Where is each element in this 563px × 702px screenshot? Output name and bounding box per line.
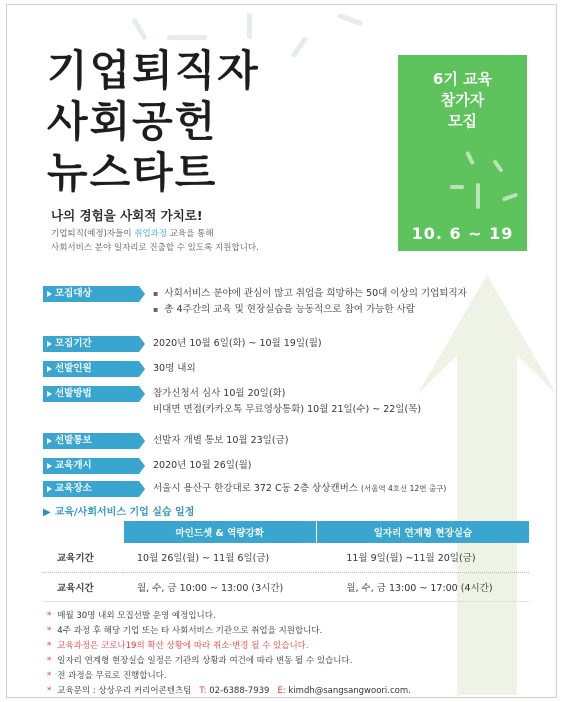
background-arrow-decoration (417, 235, 557, 695)
info-value: 2020년 10월 6일(화) ~ 10월 19일(월) (153, 338, 322, 349)
note-item: * 전 과정을 무료로 진행합니다. (47, 669, 411, 684)
title-line: 기업퇴직자 (47, 46, 260, 95)
contact-line (47, 684, 411, 698)
info-value: 선발자 개별 통보 10월 23일(금) (153, 435, 289, 446)
schedule-cell: 10월 26일(월) ~ 11월 6일(금) (123, 543, 316, 572)
info-label: 교육개시 (43, 458, 139, 474)
schedule-header-blank (43, 521, 123, 543)
intro-line: 사회서비스 분야 일자리로 진출할 수 있도록 지원합니다. (51, 243, 259, 253)
schedule-title (43, 503, 194, 518)
info-label: 선발통보 (43, 433, 139, 449)
recruitment-poster (6, 4, 557, 698)
badge-ray-decoration (450, 185, 464, 189)
background-ray (247, 13, 252, 39)
schedule-cell: 월, 수, 금 10:00 ~ 13:00 (3시간) (123, 572, 316, 601)
info-label: 교육장소 (43, 481, 139, 497)
info-value: ▪ 총 4주간의 교육 및 현장실습을 능동적으로 참여 가능한 사람 (153, 302, 415, 318)
email-label: E: (277, 686, 286, 696)
badge-ray-decoration (492, 159, 503, 173)
schedule-row-label: 교육시간 (43, 572, 123, 601)
badge-line: 모집 (448, 112, 477, 130)
note-item-warning: * 교육과정은 코로나19의 확산 상황에 따라 취소·변경 될 수 있습니다. (47, 639, 411, 654)
info-label: 선발인원 (43, 361, 139, 377)
badge-line: 6기 교육 (432, 70, 493, 88)
info-label: 모집기간 (43, 336, 139, 352)
schedule-header-col1: 마인드셋 & 역량강화 (123, 521, 316, 543)
contact-tel: 02-6388-7939 (209, 686, 270, 696)
location-address: 서울시 용산구 한강대로 372 C동 2층 상상캔버스 (153, 483, 358, 494)
intro-highlight: 취업과정 (134, 229, 168, 239)
contact-label: 교육문의 : 상상우리 커리어콘텐츠팀 (57, 686, 192, 696)
info-value: 참가신청서 심사 10월 20일(화) (153, 388, 286, 399)
title-line: 뉴스타트 (47, 148, 218, 197)
intro-text (51, 227, 259, 255)
schedule-cell: 월, 수, 금 13:00 ~ 17:00 (4시간) (316, 572, 529, 601)
info-value: 30명 내외 (153, 363, 196, 374)
badge-ray-decoration (502, 192, 518, 201)
schedule-row-label: 교육기간 (43, 543, 123, 572)
table-row (43, 543, 529, 572)
badge-line: 참가자 (440, 91, 485, 109)
schedule-table (43, 521, 529, 602)
tel-label: T: (199, 686, 207, 696)
info-value: 비대면 면접(카카오톡 무료영상통화) 10월 21일(수) ~ 22일(목) (153, 404, 422, 415)
note-item: * 4주 과정 후 해당 기업 또는 타 사회서비스 기관으로 취업을 지원합니다. (47, 624, 411, 639)
table-row (43, 572, 529, 601)
title-line: 사회공헌 (47, 97, 218, 146)
note-item: * 일자리 연계형 현장실습 일정은 기관의 상황과 여건에 따라 변동 될 수 있습니다. (47, 654, 411, 669)
badge-ray-decoration (476, 183, 480, 209)
background-ray (291, 36, 309, 59)
info-value (153, 481, 446, 497)
notes-list (47, 609, 411, 698)
note-item: * 매월 30명 내외 모집선발 운영 예정입니다. (47, 609, 411, 624)
info-label: 선발방법 (43, 386, 139, 402)
intro-text-part: 기업퇴직(예정)자들이 (51, 229, 135, 239)
info-value: ▪ 사회서비스 분야에 관심이 많고 취업을 희망하는 50대 이상의 기업퇴직자 (153, 286, 467, 302)
background-ray (131, 17, 147, 40)
background-ray (167, 35, 207, 40)
recruitment-badge (398, 55, 527, 251)
location-note: (서울역 4호선 12번 출구) (360, 484, 447, 493)
schedule-header-col2: 일자리 연계형 현장실습 (316, 521, 529, 543)
schedule-cell: 11월 9일(월) ~11월 20일(금) (316, 543, 529, 572)
poster-title (47, 45, 260, 198)
intro-text-part: 교육을 통해 (167, 229, 214, 239)
info-value: 2020년 10월 26일(월) (153, 460, 252, 471)
contact-email: kimdh@sangsangwoori.com. (288, 686, 411, 696)
schedule-title-text: 교육/사회서비스 기업 실습 일정 (54, 507, 195, 518)
background-ray (337, 13, 363, 27)
info-label: 모집대상 (43, 286, 139, 302)
recruitment-dates: 10. 6 ~ 19 (411, 224, 514, 243)
play-arrow-icon: ▶ (43, 507, 51, 518)
poster-subtitle: 나의 경험을 사회적 가치로! (51, 208, 203, 223)
badge-ray-decoration (465, 151, 475, 165)
